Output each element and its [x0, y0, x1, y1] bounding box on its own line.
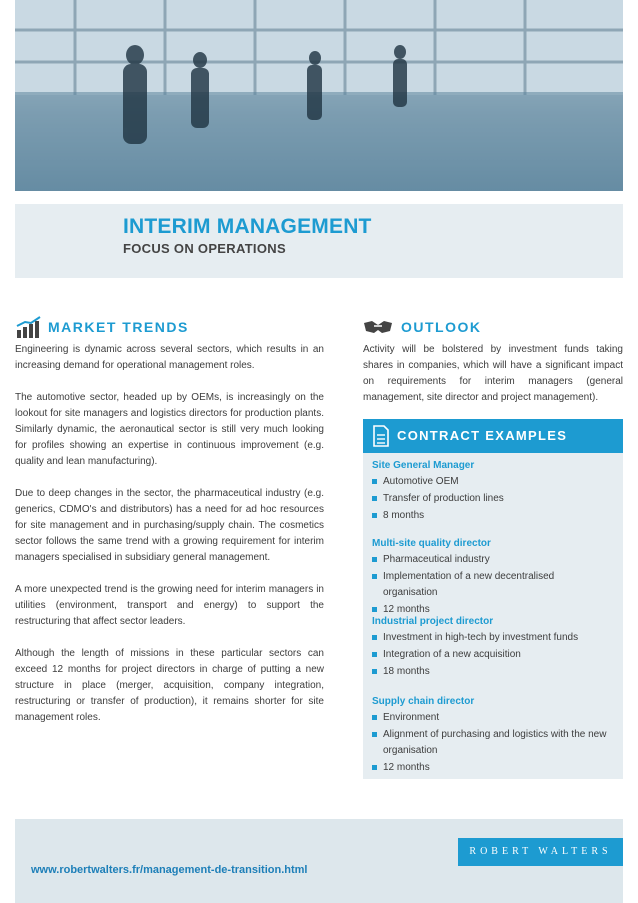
document-icon — [373, 425, 389, 447]
contract-group-title: Supply chain director — [372, 696, 475, 707]
bar-chart-icon — [16, 316, 42, 338]
contract-item: Integration of a new acquisition — [372, 647, 611, 663]
contract-examples-heading: CONTRACT EXAMPLES — [397, 428, 568, 443]
handshake-icon — [363, 318, 393, 336]
page-subtitle: FOCUS ON OPERATIONS — [123, 241, 286, 256]
contract-item: Implementation of a new decentralised organisation — [372, 569, 611, 601]
market-trends-paragraph: Although the length of missions in these particular sectors can exceed 12 months for project directors in charge of putting a new structure in place (merger, acquisition, company integration, restructuring or transfer of production), it remains shorter for site management roles. — [15, 648, 324, 723]
contract-group — [372, 694, 611, 777]
contract-item: Transfer of production lines — [372, 491, 611, 507]
market-trends-paragraph: Engineering is dynamic across several sectors, which results in an increasing demand for operational management roles. — [15, 344, 324, 371]
outlook-body: Activity will be bolstered by investment funds taking shares in companies, which will have a significant impact on requirements for interim managers (general management, site director and project management). — [363, 344, 623, 403]
contract-item: Alignment of purchasing and logistics with the new organisation — [372, 727, 611, 759]
contract-item: Pharmaceutical industry — [372, 552, 611, 568]
contract-examples-header — [363, 419, 623, 453]
contract-group — [372, 458, 611, 525]
contract-group-title: Industrial project director — [372, 616, 494, 627]
contract-item: Investment in high-tech by investment funds — [372, 630, 611, 646]
contract-item: 8 months — [372, 508, 611, 524]
contract-item: Automotive OEM — [372, 474, 611, 490]
airport-terminal-illustration — [15, 0, 623, 191]
outlook-heading: OUTLOOK — [401, 319, 482, 335]
contract-item: 18 months — [372, 664, 611, 680]
contract-group — [372, 536, 611, 619]
market-trends-paragraph: The automotive sector, headed up by OEMs, is increasingly on the lookout for site managers and logistics directors for production plants. Similarly dynamic, the aeronautical sector is still very much looking for profiles showing an expertise in continuous improvement (e.g. quality and lean manufacturing). — [15, 392, 324, 467]
page-title: INTERIM MANAGEMENT — [123, 215, 372, 238]
hero-photo — [15, 0, 623, 191]
market-trends-paragraph: Due to deep changes in the sector, the pharmaceutical industry (e.g. generics, CDMO's and distributors) has a need for ad hoc resources for site management and in purchasing/supply chain. The cosmetics sector follows the same trend with a growing requirement for interim managers specialised in subsidiary general management. — [15, 488, 324, 563]
contract-item: 12 months — [372, 760, 611, 776]
market-trends-body — [15, 342, 324, 742]
robert-walters-logo: ROBERT WALTERS — [458, 838, 623, 866]
contract-group-title: Site General Manager — [372, 460, 475, 471]
title-band — [15, 204, 623, 278]
footer-url-link[interactable]: www.robertwalters.fr/management-de-transition.html — [31, 864, 308, 876]
market-trends-paragraph: A more unexpected trend is the growing need for interim managers in utilities (environment, transport and energy) to support the restructuring that affect sector leaders. — [15, 584, 324, 627]
contract-item: Environment — [372, 710, 611, 726]
market-trends-heading: MARKET TRENDS — [48, 319, 189, 335]
contract-group — [372, 614, 611, 681]
contract-item: 12 months — [372, 602, 611, 618]
contract-group-title: Multi-site quality director — [372, 538, 491, 549]
